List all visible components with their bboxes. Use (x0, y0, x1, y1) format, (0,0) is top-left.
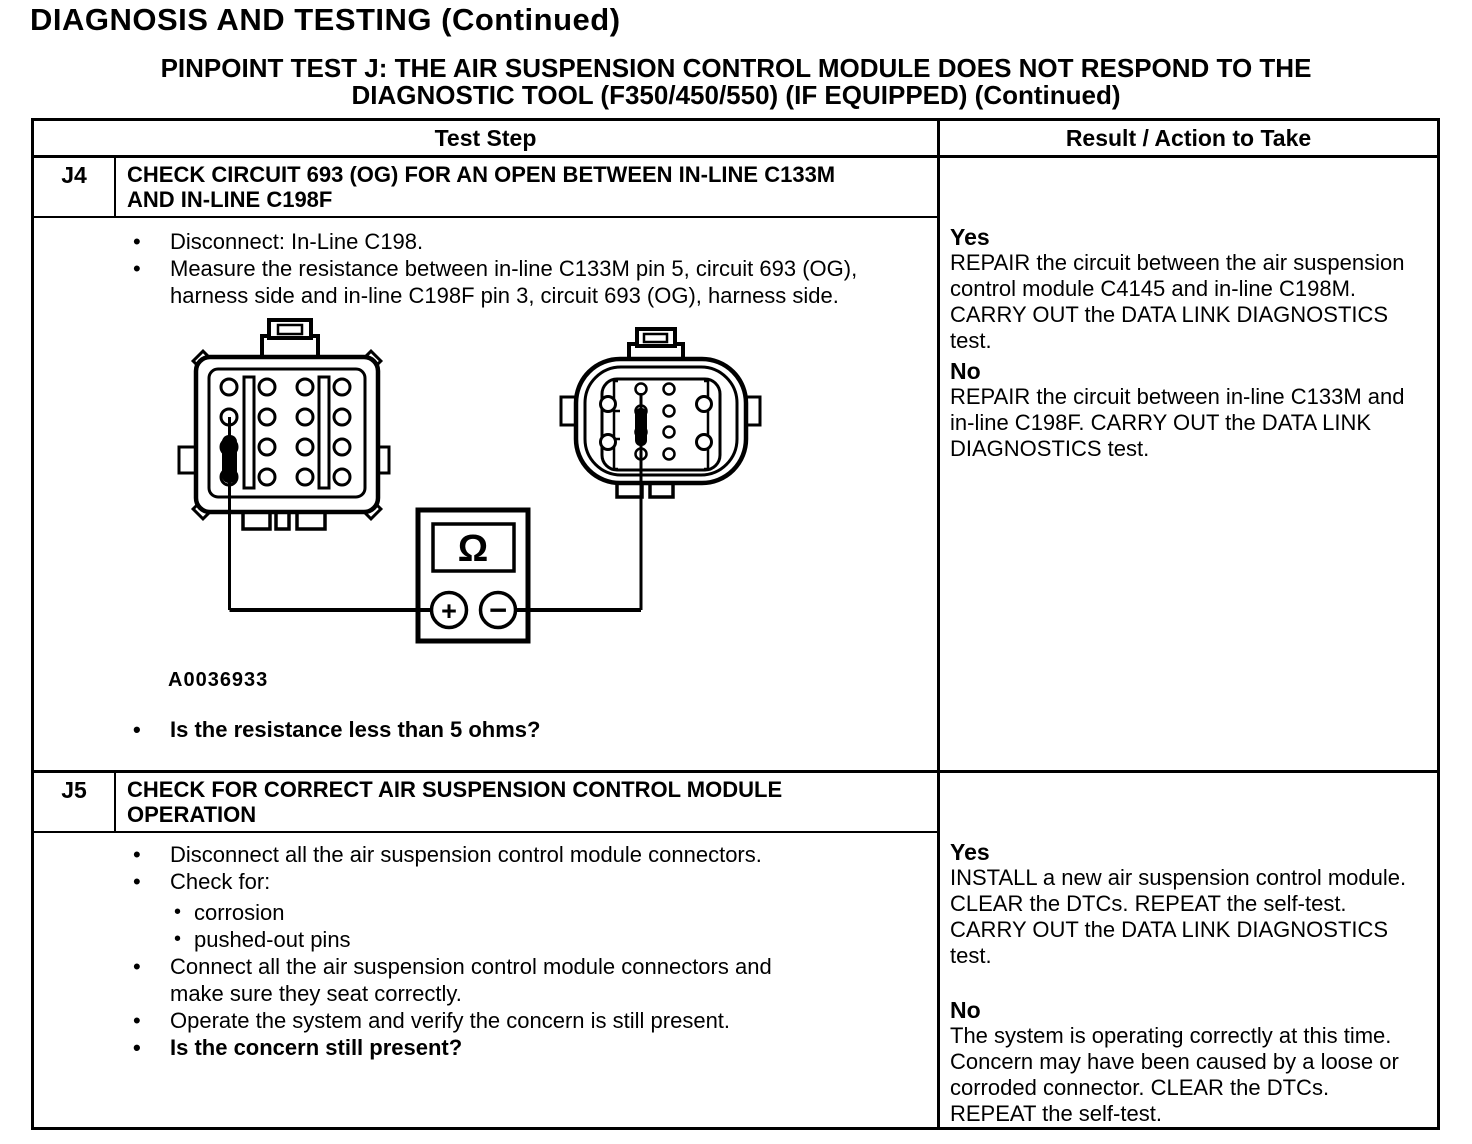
probe-left (222, 435, 237, 483)
minus-terminal-label: − (488, 592, 508, 628)
yes-action-text: INSTALL a new air suspension control module. CLEAR the DTCs. REPEAT the self-test. CARRY OUT the DATA LINK DIAGNOSTICS test. (950, 865, 1407, 968)
no-action-text: REPAIR the circuit between in-line C133M and in-line C198F. CARRY OUT the DATA LINK DIAGNOSTICS test. (950, 383, 1405, 461)
list-item: • Measure the resistance between in-line C133M pin 5, circuit 693 (OG), harness side and in-line C198F pin 3, circuit 693 (OG), harness side. (170, 255, 870, 309)
list-item: • Operate the system and verify the concern is still present. (170, 1007, 830, 1034)
no-label: No (950, 997, 981, 1023)
j5-no-block (950, 997, 1407, 1127)
j4-question-list (34, 716, 870, 743)
table-row-j5 (34, 773, 1437, 1127)
figure-label: A0036933 (168, 668, 269, 691)
list-item: • Connect all the air suspension control module connectors and make sure they seat correctly. (170, 953, 830, 1007)
subtitle-line-1: PINPOINT TEST J: THE AIR SUSPENSION CONTROL MODULE DOES NOT RESPOND TO THE (160, 53, 1312, 83)
list-item: • Disconnect all the air suspension control module connectors. (170, 841, 830, 868)
j5-check-sublist (170, 899, 830, 953)
sub-list-item: • corrosion (194, 899, 830, 926)
j5-step-title: CHECK FOR CORRECT AIR SUSPENSION CONTROL MODULE OPERATION (127, 777, 783, 827)
table-header-row (34, 121, 1437, 158)
no-label: No (950, 357, 981, 384)
j4-no-block (950, 358, 1407, 462)
table-row-j4 (34, 158, 1437, 773)
j5-step-list (34, 841, 830, 1061)
connector-c198f-icon (561, 329, 760, 497)
j4-result-cell (937, 158, 1437, 770)
plus-terminal-label: + (441, 595, 457, 626)
j4-step-body (34, 218, 937, 770)
j4-step-title: CHECK CIRCUIT 693 (OG) FOR AN OPEN BETWEEN IN-LINE C133M AND IN-LINE C198F (127, 161, 836, 212)
column-header-test-step: Test Step (434, 125, 537, 151)
j4-step-id: J4 (34, 158, 116, 216)
pinpoint-test-subtitle (0, 55, 1472, 109)
j5-step-body (34, 833, 937, 1127)
j4-test-step-cell (34, 158, 937, 770)
probe-right (635, 408, 647, 446)
j4-question: • Is the resistance less than 5 ohms? (170, 716, 870, 743)
ohm-symbol: Ω (457, 527, 489, 570)
j5-test-step-cell (34, 773, 937, 1127)
j4-title-row (34, 158, 937, 218)
j5-step-id: J5 (34, 773, 116, 831)
j4-yes-block (950, 224, 1407, 354)
j5-question: • Is the concern still present? (170, 1034, 830, 1061)
pinpoint-test-table (31, 118, 1440, 1130)
j5-yes-block (950, 839, 1407, 969)
sub-list-item: • pushed-out pins (194, 926, 830, 953)
column-header-result: Result / Action to Take (937, 121, 1437, 155)
page-title: DIAGNOSIS AND TESTING (Continued) (30, 2, 621, 37)
yes-label: Yes (950, 839, 990, 865)
connector-c133m-icon (179, 320, 389, 529)
list-item (170, 868, 830, 953)
j4-step-list (34, 228, 870, 309)
j5-title-row (34, 773, 937, 833)
list-item: • Disconnect: In-Line C198. (170, 228, 870, 255)
no-action-text: The system is operating correctly at this time. Concern may have been caused by a loose or corroded connector. CLEAR the DTCs. REPEAT the self-test. (950, 1023, 1399, 1126)
circuit-test-diagram (160, 315, 780, 655)
j5-result-cell (937, 773, 1437, 1127)
yes-action-text: REPAIR the circuit between the air suspension control module C4145 and in-line C198M. CARRY OUT the DATA LINK DIAGNOSTICS test. (950, 249, 1405, 353)
yes-label: Yes (950, 223, 990, 250)
check-for-label: Check for: (170, 869, 271, 894)
subtitle-line-2: DIAGNOSTIC TOOL (F350/450/550) (IF EQUIPPED) (Continued) (351, 80, 1121, 110)
